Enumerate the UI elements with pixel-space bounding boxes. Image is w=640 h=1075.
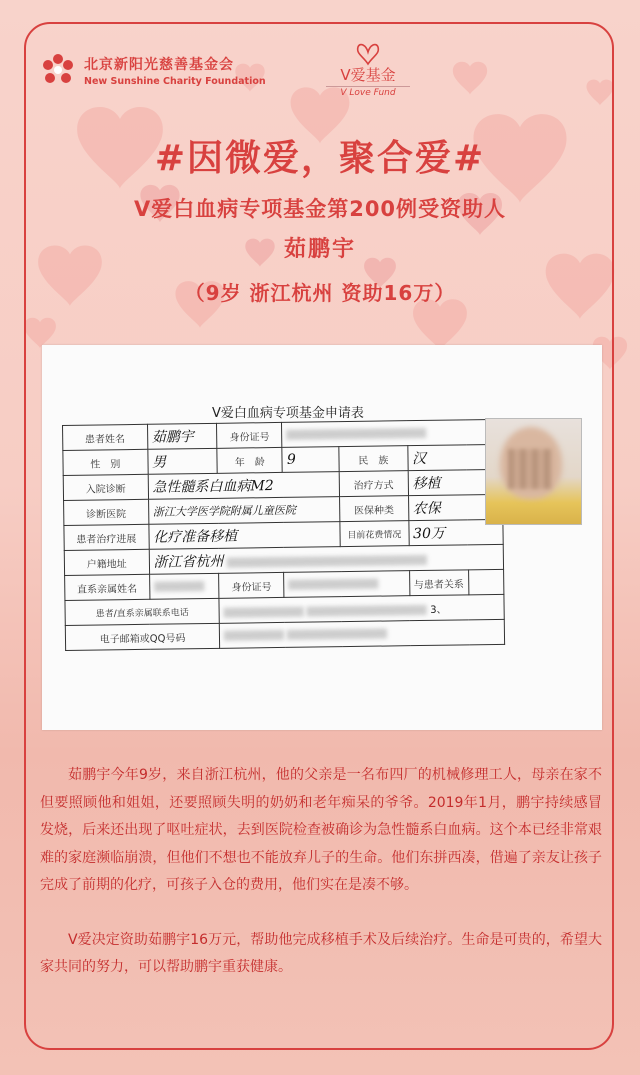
form-value: 30万 bbox=[408, 519, 503, 545]
form-label: 年 龄 bbox=[217, 447, 283, 473]
relative-id-redacted bbox=[284, 571, 409, 598]
form-label: 患者姓名 bbox=[63, 424, 148, 450]
email-cell bbox=[220, 619, 505, 648]
fund-name-en: V Love Fund bbox=[326, 86, 410, 98]
form-label: 诊断医院 bbox=[64, 499, 149, 525]
org-name-cn: 北京新阳光慈善基金会 bbox=[84, 56, 234, 73]
story-paragraph-2: V爱决定资助茹鹏宇16万元，帮助他完成移植手术及后续治疗。生命是可贵的，希望大家共同的努力，可以帮助鹏宇重获健康。 bbox=[40, 931, 602, 975]
recipient-details: （9岁 浙江杭州 资助16万） bbox=[184, 281, 456, 305]
form-label: 治疗方式 bbox=[339, 471, 408, 497]
form-label: 电子邮箱或QQ号码 bbox=[65, 623, 220, 650]
butterfly-logo-icon bbox=[355, 42, 381, 66]
fund-name-cn: V爱基金 bbox=[340, 66, 396, 84]
form-value: 浙江大学医学院附属儿童医院 bbox=[148, 497, 340, 525]
form-value: 男 bbox=[147, 448, 217, 474]
form-label: 身份证号 bbox=[217, 422, 283, 448]
form-label: 医保种类 bbox=[340, 496, 409, 522]
form-label: 患者治疗进展 bbox=[64, 524, 149, 550]
form-value: 急性髓系白血病M2 bbox=[148, 472, 340, 500]
form-label: 入院诊断 bbox=[63, 474, 148, 500]
campaign-title: #因微爱，聚合爱# bbox=[154, 138, 486, 179]
form-label: 民 族 bbox=[339, 446, 408, 472]
form-label: 身份证号 bbox=[219, 572, 285, 598]
form-label: 与患者关系 bbox=[409, 570, 468, 596]
form-label: 户籍地址 bbox=[64, 549, 149, 575]
application-form-image bbox=[42, 345, 602, 730]
foundation-logo bbox=[40, 52, 266, 88]
form-title: V爱白血病专项基金申请表 bbox=[212, 406, 364, 421]
form-value: 农保 bbox=[408, 494, 503, 520]
form-row bbox=[65, 619, 504, 650]
form-value: 移植 bbox=[408, 469, 503, 495]
form-value: 9 bbox=[282, 447, 339, 473]
form-value: 汉 bbox=[407, 444, 502, 470]
story-paragraph-1: 茹鹏宇今年9岁，来自浙江杭州，他的父亲是一名布四厂的机械修理工人，母亲在家不但要照顾他和姐姐，还要照顾失明的奶奶和老年痴呆的爷爷。2019年1月，鹏宇持续感冒发烧，后来还出现了呕吐症状，去到医院检查被确诊为急性髓系白血病。这个本已经非常艰难的家庭濒临崩溃，但他们不想也不能放弃儿子的生命。他们东拼西凑，借遍了亲友让孩子完成了前期的化疗，可孩子入仓的费用，他们实在是凑不够。 bbox=[40, 767, 602, 893]
recipient-name: 茹鹏宇 bbox=[283, 237, 356, 262]
form-label: 患者/直系亲属联系电话 bbox=[65, 598, 220, 625]
form-value: 化疗准备移植 bbox=[148, 522, 340, 550]
form-value: 浙江省杭州 bbox=[153, 553, 224, 571]
form-label: 性 别 bbox=[63, 449, 148, 475]
patient-photo bbox=[485, 418, 582, 525]
relative-name-redacted bbox=[149, 573, 219, 599]
id-number-redacted bbox=[282, 419, 502, 447]
story-text bbox=[40, 762, 602, 1009]
org-name-en: New Sunshine Charity Foundation bbox=[84, 75, 266, 87]
vlove-logo bbox=[318, 42, 418, 98]
form-value: 3、 bbox=[430, 604, 447, 616]
relation-cell bbox=[468, 569, 504, 594]
campaign-subtitle: V爱白血病专项基金第200例受资助人 bbox=[133, 197, 507, 221]
form-label: 目前花费情况 bbox=[340, 521, 409, 547]
form-value: 茹鹏宇 bbox=[147, 423, 217, 449]
flower-logo-icon bbox=[40, 52, 76, 88]
form-label: 直系亲属姓名 bbox=[65, 574, 150, 600]
form-table bbox=[62, 419, 505, 651]
